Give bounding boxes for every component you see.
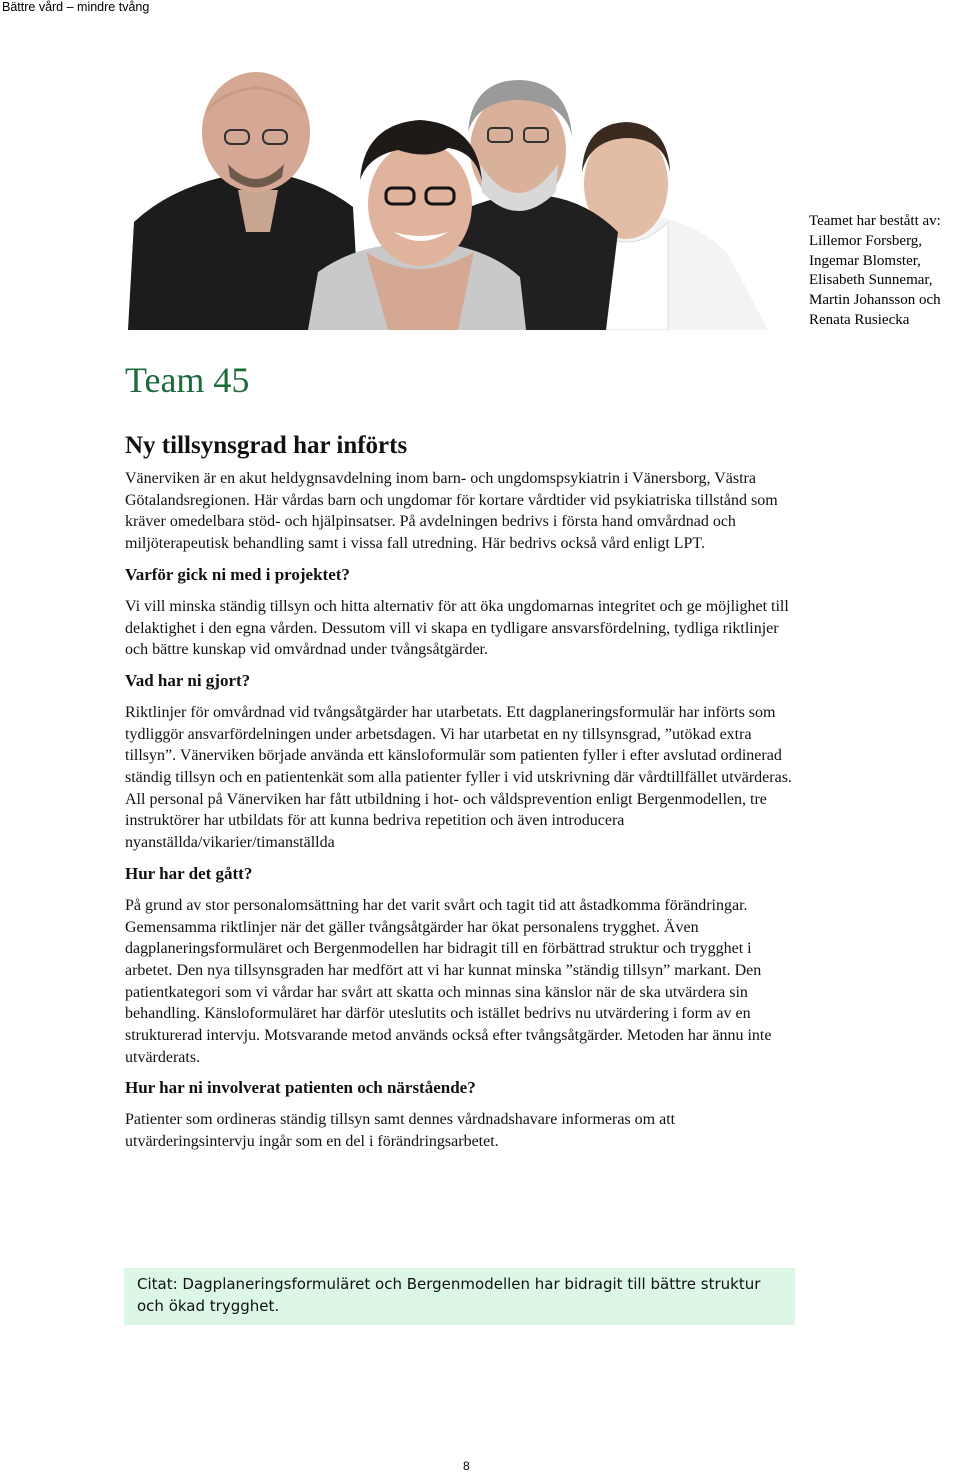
section-body: Patienter som ordineras ständig tillsyn samt dennes vårdnadshavare informeras om att utvärderingsintervju ingår som en del i förändringsarbetet. xyxy=(125,1111,676,1151)
running-header: Bättre vård – mindre tvång xyxy=(2,0,150,14)
section-heading: Vad har ni gjort? xyxy=(125,670,251,690)
article-headline: Ny tillsynsgrad har införts xyxy=(125,432,408,459)
section-heading: Hur har det gått? xyxy=(125,863,253,883)
photo-caption xyxy=(809,212,959,331)
section-body: Riktlinjer för omvårdnad vid tvångsåtgärder har utarbetats. Ett dagplaneringsformulär har införts som tydliggör ansvarfördelningen under arbetsdagen. Vi har utarbetat en ny tillsynsgrad, ”utökad extra tillsyn”. Vänerviken började använda ett känsloformulär som patienten fyller i efter avslutad ordinerad ständig tillsyn och en patientenkät som alla patienter fyller i vid utskrivning där vårdtillfället utvärderas. All personal på Vänerviken har fått utbildning i hot- och våldsprevention enligt Bergenmodellen, tre instruktörer har utbildats för att kunna bedriva repetition och även introducera nyanställda/vikarier/timanställda xyxy=(125,703,792,852)
section-heading: Varför gick ni med i projektet? xyxy=(125,564,350,584)
section-body: Vi vill minska ständig tillsyn och hitta alternativ för att öka ungdomarnas integritet och ge möjlighet till delaktighet i den egna vården. Dessutom vill vi skapa en tydligare ansvarsfördelning, tydliga riktlinjer och bättre kunskap vid omvårdnad under tvångsåtgärder. xyxy=(125,597,789,659)
section-heading: Hur har ni involverat patienten och närstående? xyxy=(125,1078,476,1098)
article xyxy=(125,430,795,1162)
article-intro: Vänerviken är en akut heldygnsavdelning inom barn- och ungdomspsykiatrin i Vänersborg, Västra Götalandsregionen. Här vårdas barn och ungdomar för kortare vårdtider vid psykiatriska tillstånd som kräver omedelbara stöd- och hjälpinsatser. På avdelningen bedrivs i första hand omvårdnad och miljöterapeutisk behandling samt i vissa fall utredning. Här bedrivs också vård enligt LPT. xyxy=(125,470,778,553)
caption-line: Ingemar Blomster, xyxy=(809,252,921,269)
caption-line: Elisabeth Sunnemar, xyxy=(809,272,933,289)
page-number: 8 xyxy=(463,1459,470,1473)
caption-line: Renata Rusiecka xyxy=(809,311,910,328)
caption-line: Teamet har bestått av: xyxy=(809,213,941,229)
caption-line: Lillemor Forsberg, xyxy=(809,232,923,249)
quote-box: Citat: Dagplaneringsformuläret och Bergenmodellen har bidragit till bättre struktur och ökad trygghet. xyxy=(124,1268,795,1325)
team-photo xyxy=(128,72,768,330)
team-title: Team 45 xyxy=(125,360,250,400)
section-body: På grund av stor personalomsättning har det varit svårt och tagit tid att åstadkomma förändringar. Gemensamma riktlinjer när det gäller tvångsåtgärder har ökat personalens trygghet. Även dagplaneringsformuläret och Bergenmodellen har bidragit till en förbättrad struktur och trygghet i arbetet. Den nya tillsynsgraden har medfört att vi har kunnat minska ”ständig tillsyn” markant. Den patientkategori som vi vårdar har svårt att skatta och minnas sina känslor när de ska utvärdera sin behandling. Känsloformuläret har därför uteslutits och istället bedrivs nu utvärdering i form av en strukturerad intervju. Motsvarande metod används också efter tvångsåtgärder. Metoden har ännu inte utvärderats. xyxy=(125,896,772,1066)
caption-line: Martin Johansson och xyxy=(809,292,941,309)
